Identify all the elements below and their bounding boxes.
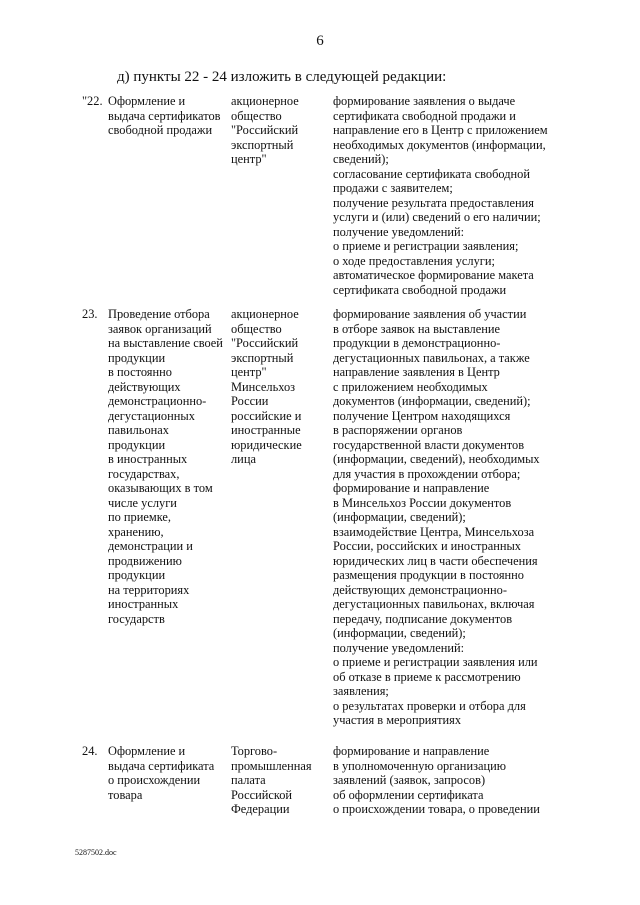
text-line: общество — [231, 108, 282, 123]
text-line: получение уведомлений: — [333, 640, 465, 655]
text-line: Российской — [231, 787, 293, 802]
document-filename: 5287502.doc — [75, 848, 117, 857]
text-line: центр" — [231, 365, 267, 379]
row-number: 24. — [82, 744, 98, 758]
text-line: заявлений (заявок, запросов) — [333, 773, 486, 787]
text-line: Торгово- — [231, 744, 278, 758]
text-line: продукции — [108, 350, 166, 365]
text-line: для участия в прохождении отбора; — [333, 466, 521, 481]
text-line: автоматическое формирование макета — [333, 268, 534, 282]
service-name — [108, 94, 226, 138]
row-number: 23. — [82, 307, 98, 321]
text-line: промышленная — [231, 758, 312, 773]
text-line: "Российский — [231, 123, 299, 137]
service-executor — [231, 744, 325, 817]
table-row — [0, 307, 640, 744]
text-line: продукции — [108, 437, 166, 452]
text-line: продукции в демонстрационно- — [333, 336, 501, 350]
text-line: юридические — [231, 437, 302, 452]
text-line: России, российских и иностранных — [333, 539, 521, 553]
text-line: об оформлении сертификата — [333, 787, 484, 802]
text-line: Оформление и — [108, 744, 186, 758]
text-line: хранению, — [108, 524, 164, 539]
text-line: заявления; — [333, 684, 389, 698]
service-name — [108, 744, 226, 802]
text-line: центр" — [231, 152, 267, 166]
text-line: Проведение отбора — [108, 307, 210, 321]
text-line: палата — [231, 773, 266, 787]
text-line: российские и — [231, 408, 302, 423]
text-line: Оформление и — [108, 94, 186, 108]
text-line: в иностранных — [108, 452, 188, 466]
service-executor — [231, 307, 325, 467]
text-line: взаимодействие Центра, Минсельхоза — [333, 524, 535, 539]
text-line: государственной власти документов — [333, 437, 525, 452]
text-line: иностранные — [231, 423, 301, 437]
text-line: в распоряжении органов — [333, 423, 463, 437]
text-line: получение Центром находящихся — [333, 408, 511, 423]
table-row — [0, 94, 640, 307]
text-line: продвижению — [108, 553, 182, 568]
text-line: Минсельхоз — [231, 379, 296, 394]
intro-text: д) пункты 22 - 24 изложить в следующей редакции: — [117, 69, 447, 85]
text-line: выдача сертификатов — [108, 108, 221, 123]
services-table — [0, 94, 640, 824]
row-number: "22. — [82, 94, 103, 108]
text-line: продукции — [108, 568, 166, 582]
text-line: государствах, — [108, 466, 180, 481]
text-line: числе услуги — [108, 495, 177, 510]
text-line: действующих демонстрационно- — [333, 582, 507, 597]
text-line: направление заявления в Центр — [333, 365, 500, 379]
text-line: в уполномоченную организацию — [333, 758, 506, 773]
text-line: формирование заявления о выдаче — [333, 94, 516, 108]
service-description — [333, 744, 573, 817]
text-line: дегустационных — [108, 408, 195, 423]
text-line: с приложением необходимых — [333, 379, 488, 394]
text-line: передачу, подписание документов — [333, 611, 513, 626]
text-line: о результатах проверки и отбора для — [333, 698, 526, 713]
text-line: юридических лиц в части обеспечения — [333, 553, 538, 568]
text-line: (информации, сведений), необходимых — [333, 452, 540, 466]
text-line: государств — [108, 611, 165, 626]
service-description — [333, 94, 573, 297]
text-line: акционерное — [231, 94, 299, 108]
text-line: (информации, сведений); — [333, 510, 466, 524]
text-line: участия в мероприятиях — [333, 713, 462, 727]
text-line: формирование заявления об участии — [333, 307, 527, 321]
text-line: (информации, сведений); — [333, 626, 466, 640]
text-line: получение результата предоставления — [333, 195, 534, 210]
text-line: по приемке, — [108, 510, 172, 524]
text-line: формирование и направление — [333, 744, 490, 758]
text-line: акционерное — [231, 307, 299, 321]
text-line: формирование и направление — [333, 481, 490, 495]
text-line: демонстрационно- — [108, 394, 207, 408]
text-line: сертификата свободной продажи и — [333, 108, 516, 123]
text-line: в постоянно — [108, 365, 172, 379]
text-line: на выставление своей — [108, 336, 223, 350]
text-line: экспортный — [231, 350, 294, 365]
text-line: в Минсельхоз России документов — [333, 495, 512, 510]
text-line: заявок организаций — [108, 321, 212, 336]
text-line: получение уведомлений: — [333, 224, 465, 239]
text-line: действующих — [108, 379, 181, 394]
text-line: о ходе предоставления услуги; — [333, 253, 495, 268]
text-line: оказывающих в том — [108, 481, 213, 495]
service-description — [333, 307, 573, 728]
text-line: демонстрации и — [108, 539, 193, 553]
text-line: документов (информации, сведений); — [333, 394, 531, 408]
text-line: необходимых документов (информации, — [333, 137, 546, 152]
table-row — [0, 744, 640, 824]
service-executor — [231, 94, 325, 167]
text-line: "Российский — [231, 336, 299, 350]
text-line: услуги и (или) сведений о его наличии; — [333, 210, 541, 224]
text-line: дегустационных павильонах, а также — [333, 350, 530, 365]
page-number: 6 — [316, 33, 324, 49]
text-line: о приеме и регистрации заявления; — [333, 239, 519, 253]
text-line: свободной продажи — [108, 123, 213, 137]
text-line: товара — [108, 787, 143, 802]
text-line: о приеме и регистрации заявления или — [333, 655, 538, 669]
text-line: иностранных — [108, 597, 179, 611]
text-line: сертификата свободной продажи — [333, 282, 507, 297]
text-line: России — [231, 394, 269, 408]
text-line: выдача сертификата — [108, 758, 215, 773]
text-line: о происхождении товара, о проведении — [333, 802, 540, 816]
text-line: на территориях — [108, 582, 190, 597]
text-line: дегустационных павильонах, включая — [333, 597, 535, 611]
text-line: о происхождении — [108, 773, 201, 787]
text-line: согласование сертификата свободной — [333, 166, 530, 181]
text-line: направление его в Центр с приложением — [333, 123, 548, 137]
text-line: павильонах — [108, 423, 169, 437]
text-line: в отборе заявок на выставление — [333, 321, 500, 336]
text-line: лица — [231, 452, 256, 466]
text-line: продажи с заявителем; — [333, 181, 453, 195]
text-line: Федерации — [231, 802, 290, 816]
text-line: общество — [231, 321, 282, 336]
text-line: об отказе в приеме к рассмотрению — [333, 669, 521, 684]
service-name — [108, 307, 226, 626]
text-line: сведений); — [333, 152, 389, 166]
text-line: экспортный — [231, 137, 294, 152]
text-line: размещения продукции в постоянно — [333, 568, 524, 582]
